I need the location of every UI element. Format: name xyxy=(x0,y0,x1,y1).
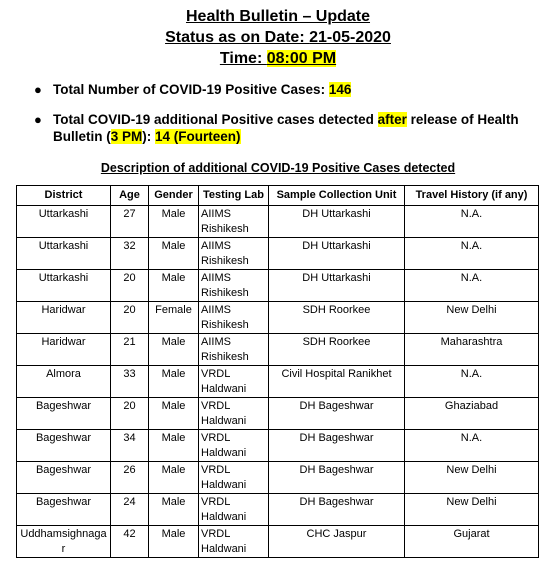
cell-sample-unit: DH Uttarkashi xyxy=(269,206,405,238)
cell-travel-history: New Delhi xyxy=(405,494,539,526)
cell-travel-history: N.A. xyxy=(405,430,539,462)
cell-sample-unit: DH Bageshwar xyxy=(269,494,405,526)
cell-travel-history: N.A. xyxy=(405,238,539,270)
cell-sample-unit: DH Uttarkashi xyxy=(269,270,405,302)
cell-sample-unit: DH Bageshwar xyxy=(269,462,405,494)
cell-testing-lab: AIIMS Rishikesh xyxy=(199,270,269,302)
cell-travel-history: Ghaziabad xyxy=(405,398,539,430)
table-row xyxy=(17,462,539,494)
cell-gender: Female xyxy=(149,302,199,334)
time-value: 08:00 PM xyxy=(266,50,337,67)
cell-district: Bageshwar xyxy=(17,462,111,494)
cell-sample-unit: DH Uttarkashi xyxy=(269,238,405,270)
cell-age: 21 xyxy=(111,334,149,366)
cell-testing-lab: AIIMS Rishikesh xyxy=(199,238,269,270)
table-row xyxy=(17,430,539,462)
additional-text-close: ): xyxy=(142,129,156,144)
header-testing-lab: Testing Lab xyxy=(199,186,269,206)
cell-gender: Male xyxy=(149,398,199,430)
cell-age: 32 xyxy=(111,238,149,270)
cell-district: Almora xyxy=(17,366,111,398)
cell-gender: Male xyxy=(149,270,199,302)
table-row xyxy=(17,494,539,526)
cell-district: Haridwar xyxy=(17,334,111,366)
cell-district: Bageshwar xyxy=(17,430,111,462)
cases-table xyxy=(16,185,539,558)
table-row xyxy=(17,526,539,558)
additional-time: 3 PM xyxy=(110,129,143,144)
time-line xyxy=(0,48,556,69)
cell-testing-lab: VRDL Haldwani xyxy=(199,494,269,526)
cell-testing-lab: VRDL Haldwani xyxy=(199,398,269,430)
cell-age: 34 xyxy=(111,430,149,462)
bulletin-title: Health Bulletin – Update xyxy=(185,8,371,25)
table-row xyxy=(17,302,539,334)
additional-text-pre: Total COVID-19 additional Positive cases detected xyxy=(53,112,378,127)
cell-district: Bageshwar xyxy=(17,398,111,430)
cell-testing-lab: AIIMS Rishikesh xyxy=(199,302,269,334)
cell-district: Uttarkashi xyxy=(17,238,111,270)
cell-sample-unit: Civil Hospital Ranikhet xyxy=(269,366,405,398)
total-cases-bullet xyxy=(0,81,556,98)
cell-travel-history: N.A. xyxy=(405,270,539,302)
cell-gender: Male xyxy=(149,334,199,366)
cell-travel-history: Maharashtra xyxy=(405,334,539,366)
header-travel-history: Travel History (if any) xyxy=(405,186,539,206)
cell-district: Haridwar xyxy=(17,302,111,334)
cell-age: 33 xyxy=(111,366,149,398)
cell-travel-history: Gujarat xyxy=(405,526,539,558)
cell-district: Uddhamsighnagar xyxy=(17,526,111,558)
cell-age: 20 xyxy=(111,398,149,430)
cell-sample-unit: DH Bageshwar xyxy=(269,398,405,430)
cell-testing-lab: VRDL Haldwani xyxy=(199,430,269,462)
cell-gender: Male xyxy=(149,430,199,462)
cell-age: 42 xyxy=(111,526,149,558)
cell-age: 26 xyxy=(111,462,149,494)
cell-sample-unit: SDH Roorkee xyxy=(269,334,405,366)
total-cases-value: 146 xyxy=(328,82,352,97)
additional-text-mid: release of Health Bulletin ( xyxy=(53,112,519,144)
cell-sample-unit: SDH Roorkee xyxy=(269,302,405,334)
header-sample-collection-unit: Sample Collection Unit xyxy=(269,186,405,206)
cell-travel-history: N.A. xyxy=(405,366,539,398)
description-title: Description of additional COVID-19 Positive Cases detected xyxy=(100,161,456,175)
cell-gender: Male xyxy=(149,206,199,238)
table-row xyxy=(17,206,539,238)
cell-testing-lab: AIIMS Rishikesh xyxy=(199,206,269,238)
summary-bullets xyxy=(0,81,556,145)
cell-testing-lab: VRDL Haldwani xyxy=(199,366,269,398)
table-header-row xyxy=(17,186,539,206)
table-row xyxy=(17,270,539,302)
status-prefix: Status as on Date: xyxy=(165,29,310,46)
cell-travel-history: N.A. xyxy=(405,206,539,238)
cell-district: Uttarkashi xyxy=(17,206,111,238)
cell-sample-unit: CHC Jaspur xyxy=(269,526,405,558)
bulletin-header xyxy=(0,0,556,69)
cell-gender: Male xyxy=(149,462,199,494)
cell-district: Uttarkashi xyxy=(17,270,111,302)
header-age: Age xyxy=(111,186,149,206)
additional-cases-bullet xyxy=(0,111,556,145)
cell-sample-unit: DH Bageshwar xyxy=(269,430,405,462)
additional-after-word: after xyxy=(377,112,407,127)
table-row xyxy=(17,366,539,398)
cell-gender: Male xyxy=(149,366,199,398)
cell-district: Bageshwar xyxy=(17,494,111,526)
table-row xyxy=(17,398,539,430)
cell-testing-lab: VRDL Haldwani xyxy=(199,462,269,494)
status-date: 21-05-2020 xyxy=(309,29,391,46)
cell-gender: Male xyxy=(149,494,199,526)
cell-travel-history: New Delhi xyxy=(405,302,539,334)
cell-travel-history: New Delhi xyxy=(405,462,539,494)
bullet-dot-icon: ● xyxy=(34,82,42,97)
time-prefix: Time: xyxy=(219,50,267,67)
table-row xyxy=(17,334,539,366)
status-date-line xyxy=(0,27,556,48)
cell-age: 24 xyxy=(111,494,149,526)
table-row xyxy=(17,238,539,270)
header-gender: Gender xyxy=(149,186,199,206)
cell-age: 20 xyxy=(111,270,149,302)
cell-age: 20 xyxy=(111,302,149,334)
cell-gender: Male xyxy=(149,526,199,558)
total-cases-label: Total Number of COVID-19 Positive Cases: xyxy=(53,82,329,97)
header-district: District xyxy=(17,186,111,206)
bullet-dot-icon: ● xyxy=(34,112,42,127)
additional-cases-value: 14 (Fourteen) xyxy=(155,129,241,144)
cell-testing-lab: VRDL Haldwani xyxy=(199,526,269,558)
cell-gender: Male xyxy=(149,238,199,270)
cell-age: 27 xyxy=(111,206,149,238)
cell-testing-lab: AIIMS Rishikesh xyxy=(199,334,269,366)
